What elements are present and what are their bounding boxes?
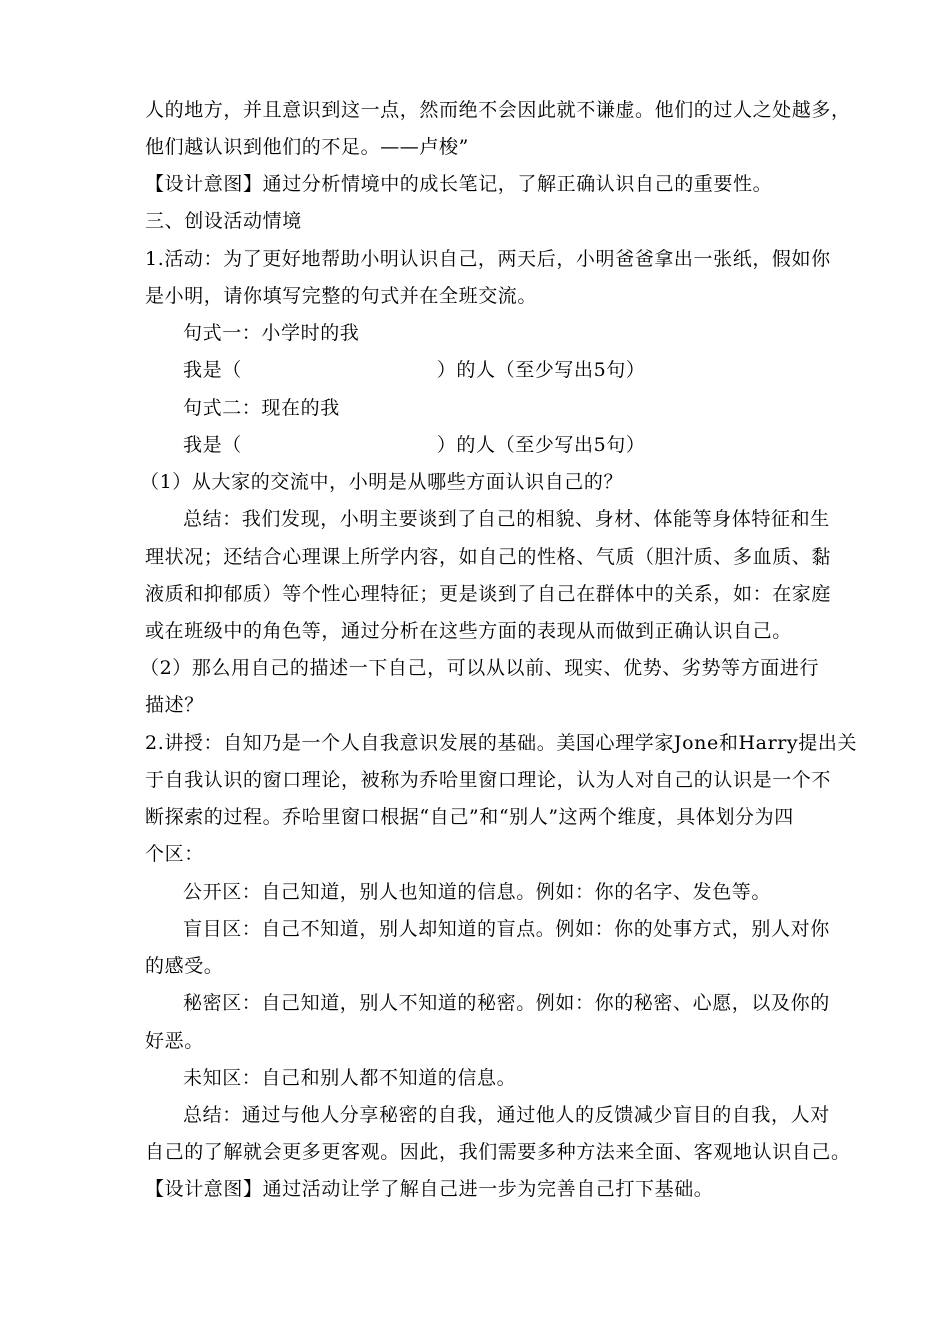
text-line: 个区： [145, 843, 204, 865]
lecture-line: 2.讲授：自知乃是一个人自我意识发展的基础。美国心理学家Jone和Harry提出关 [145, 732, 858, 754]
text-line: 描述？ [145, 694, 204, 716]
text-line: 断探索的过程。乔哈里窗口根据“自己”和“别人”这两个维度，具体划分为四 [145, 806, 794, 828]
text-line: 是小明，请你填写完整的句式并在全班交流。 [145, 285, 538, 307]
design-intent-note: 【设计意图】通过分析情境中的成长笔记，了解正确认识自己的重要性。 [145, 173, 773, 195]
question-1: （1）从大家的交流中，小明是从哪些方面认识自己的？ [140, 471, 624, 493]
fill-blank-prefix: 我是（ [183, 359, 242, 381]
fill-blank-suffix: ）的人（至少写出5句） [436, 359, 646, 381]
open-area-line: 公开区：自己知道，别人也知道的信息。例如：你的名字、发色等。 [183, 881, 772, 903]
text-line: 理状况；还结合心理课上所学内容，如自己的性格、气质（胆汁质、多血质、黏 [145, 546, 832, 568]
question-2: （2）那么用自己的描述一下自己，可以从以前、现实、优势、劣势等方面进行 [140, 657, 820, 679]
hidden-area-line: 秘密区：自己知道，别人不知道的秘密。例如：你的秘密、心愿，以及你的 [183, 992, 830, 1014]
text-line: 好恶。 [145, 1030, 204, 1052]
text-line: 于自我认识的窗口理论，被称为乔哈里窗口理论，认为人对自己的认识是一个不 [145, 769, 832, 791]
text-line: 或在班级中的角色等，通过分析在这些方面的表现从而做到正确认识自己。 [145, 620, 792, 642]
fill-blank-prefix: 我是（ [183, 434, 242, 456]
text-line: 液质和抑郁质）等个性心理特征；更是谈到了自己在群体中的关系，如：在家庭 [145, 583, 832, 605]
summary-line: 总结：通过与他人分享秘密的自我，通过他人的反馈减少盲目的自我，人对 [183, 1104, 830, 1126]
section-heading: 三、创设活动情境 [145, 210, 302, 232]
fill-blank-suffix: ）的人（至少写出5句） [436, 434, 646, 456]
text-line: 人的地方，并且意识到这一点，然而绝不会因此就不谦虚。他们的过人之处越多， [145, 99, 851, 121]
design-intent-note: 【设计意图】通过活动让学了解自己进一步为完善自己打下基础。 [145, 1178, 714, 1200]
fill-blank-line-1 [183, 358, 646, 382]
text-line: 的感受。 [145, 955, 224, 977]
blind-area-line: 盲目区：自己不知道，别人却知道的盲点。例如：你的处事方式，别人对你 [183, 918, 830, 940]
summary-line: 总结：我们发现，小明主要谈到了自己的相貌、身材、体能等身体特征和生 [183, 508, 830, 530]
text-line: 1.活动：为了更好地帮助小明认识自己，两天后，小明爸爸拿出一张纸，假如你 [145, 248, 831, 270]
sentence-pattern-2: 句式二：现在的我 [183, 397, 340, 419]
text-line: 他们越认识到他们的不足。——卢梭” [145, 136, 469, 158]
unknown-area-line: 未知区：自己和别人都不知道的信息。 [183, 1067, 517, 1089]
sentence-pattern-1: 句式一：小学时的我 [183, 322, 360, 344]
text-line: 自己的了解就会更多更客观。因此，我们需要多种方法来全面、客观地认识自己。 [145, 1141, 851, 1163]
fill-blank-line-2 [183, 433, 646, 457]
